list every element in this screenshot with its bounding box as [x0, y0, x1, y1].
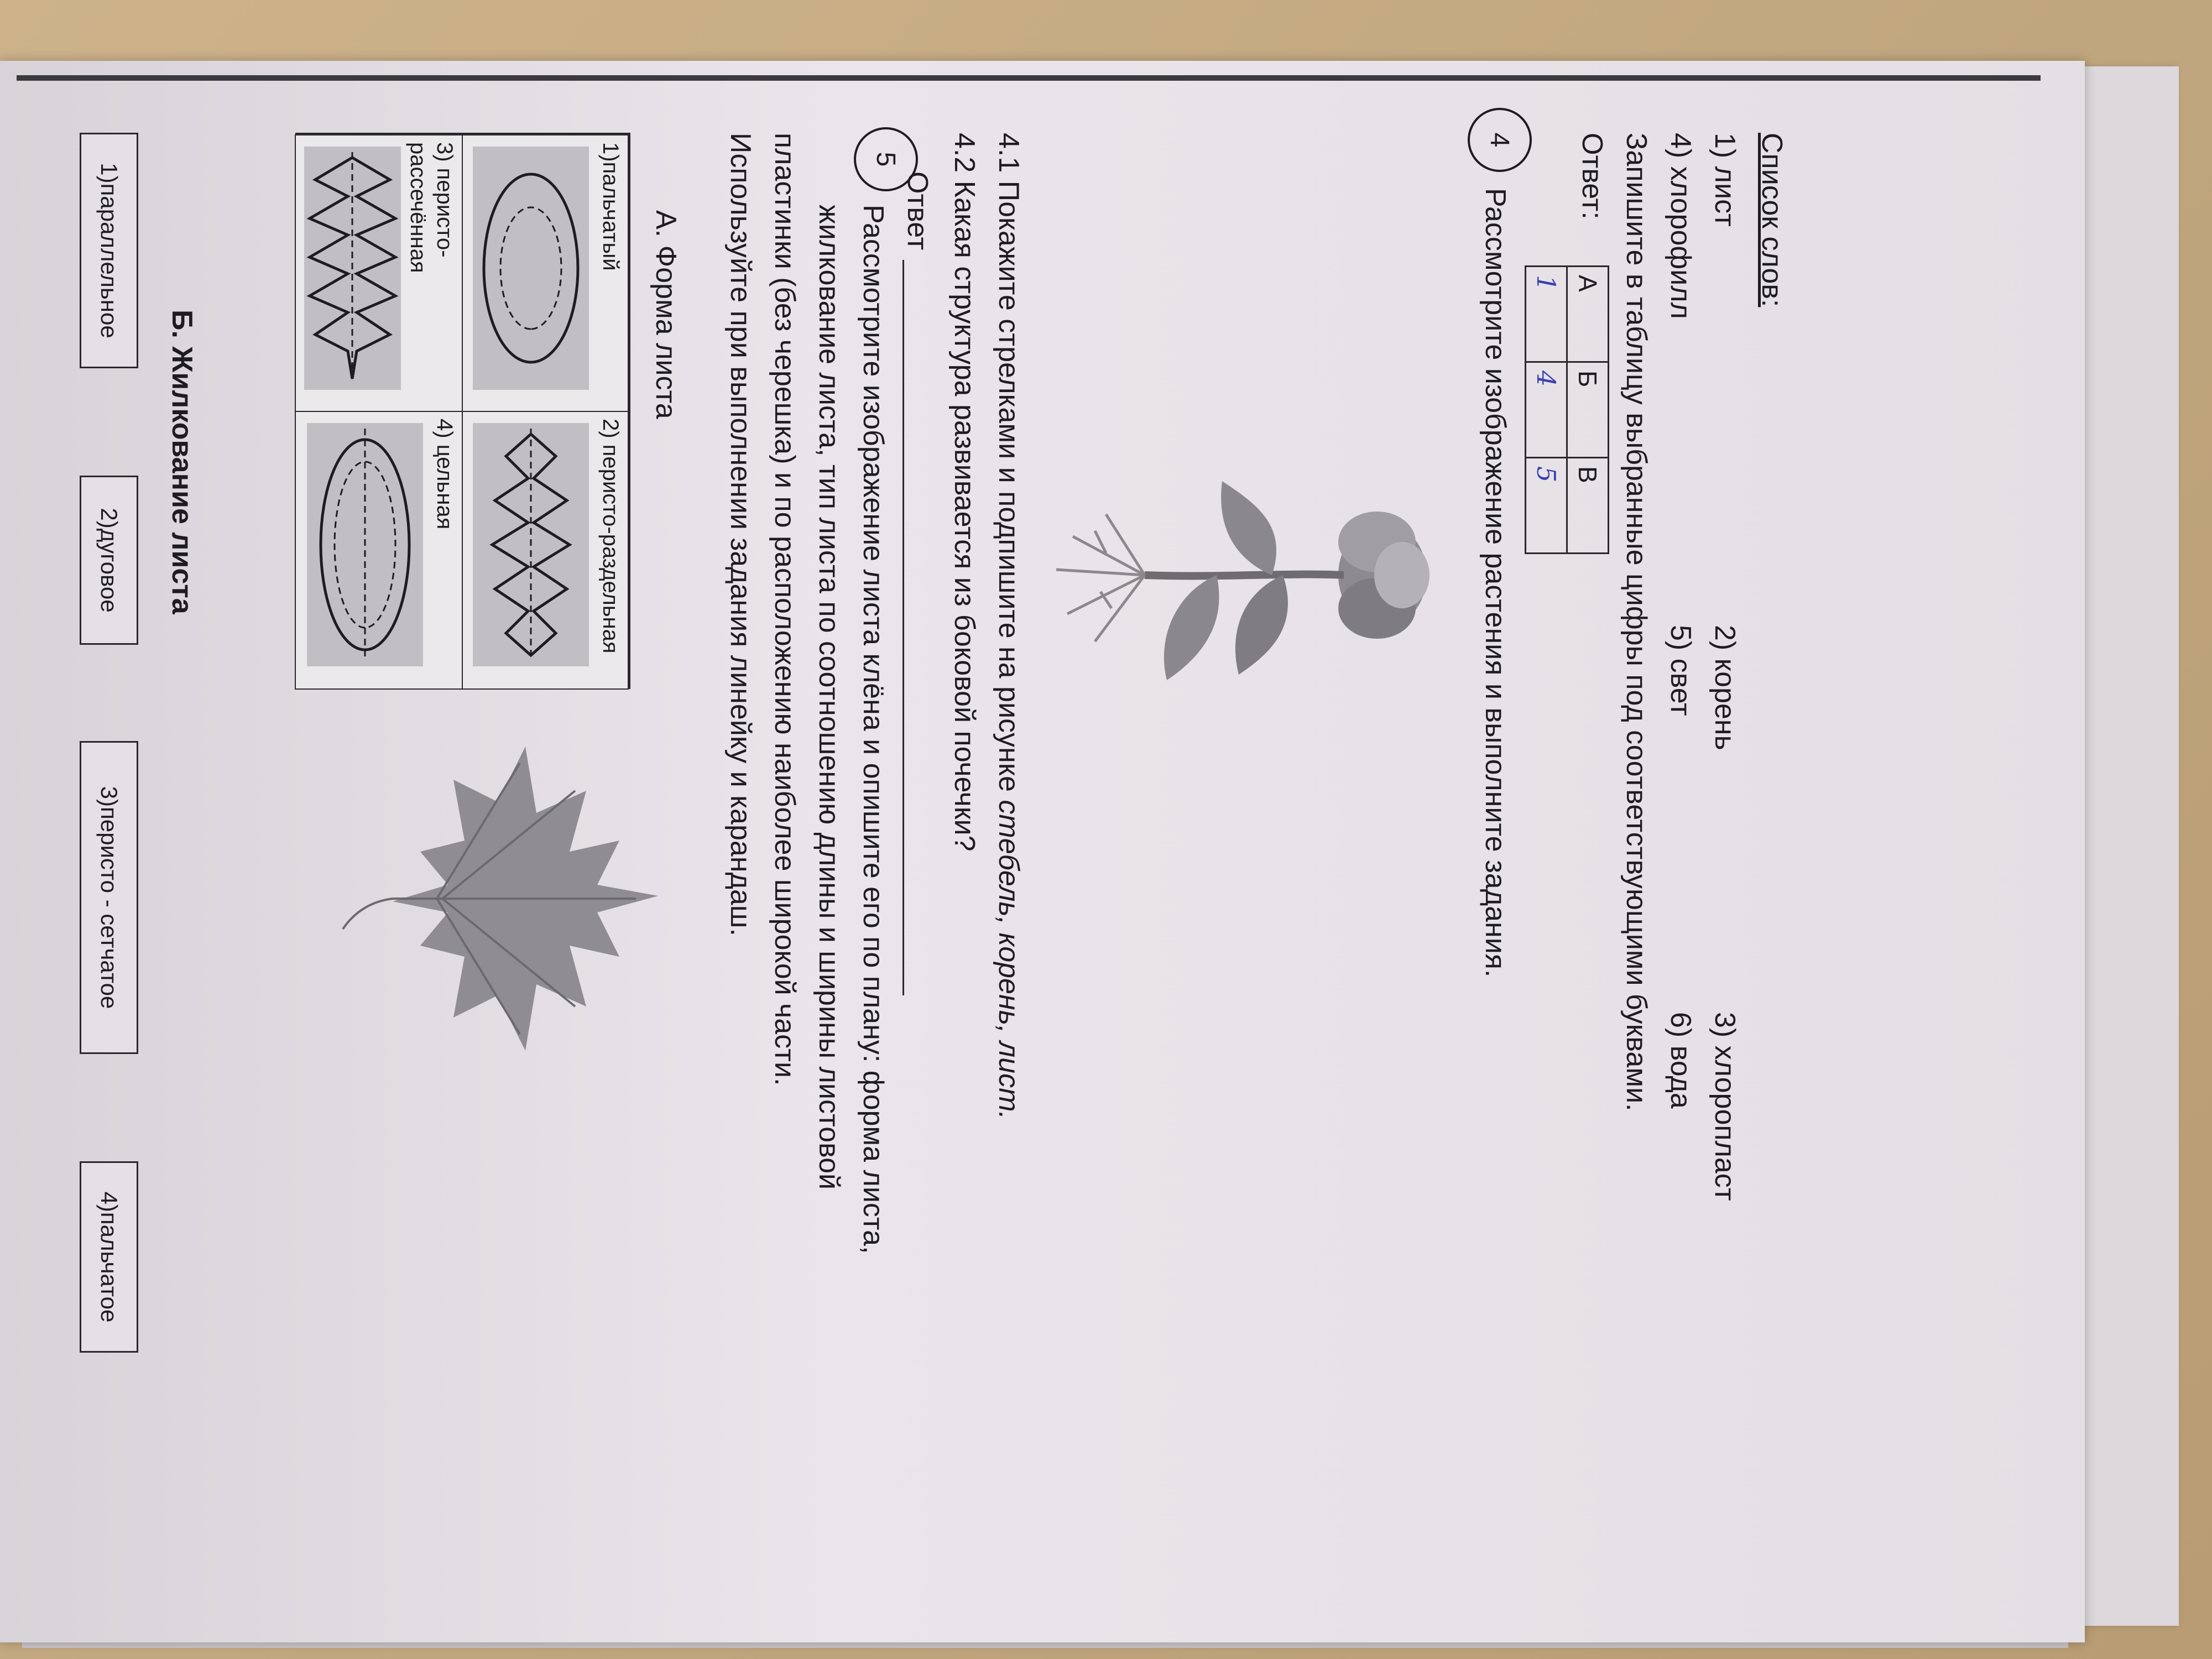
- task-4-number: 4: [1468, 108, 1532, 172]
- shape-cell-2: [461, 411, 629, 690]
- entire-leaf-icon: [307, 423, 423, 666]
- task-5-line-4: Используйте при выполнении задания линейку и карандаш.: [724, 133, 757, 936]
- pinnatipartite-leaf-icon: [473, 423, 589, 666]
- task-5-line-1: Рассмотрите изображение листа клёна и опишите его по плану: форма листа,: [857, 205, 889, 1254]
- task-4-2-text: 4.2 Какая структура развивается из боковой почечки?: [948, 133, 980, 852]
- palmate-leaf-icon: [473, 147, 589, 390]
- task-5-line-2: жилкование листа, тип листа по соотношению длины и ширины листовой: [813, 205, 845, 1190]
- venation-option-2[interactable]: 2)дуговое: [80, 476, 138, 645]
- shape-cell-1: [461, 134, 629, 413]
- instruction-text: Запишите в таблицу выбранные цифры под соответствующими буквами.: [1620, 133, 1652, 1112]
- pinnatisect-leaf-icon: [304, 147, 401, 390]
- venation-option-3[interactable]: 3)перисто - сетчатое: [80, 741, 138, 1054]
- word-5: 5) свет: [1665, 625, 1697, 716]
- table-value-a[interactable]: 1: [1526, 267, 1567, 362]
- table-value-v[interactable]: 5: [1526, 458, 1567, 554]
- answer-label: Ответ:: [1576, 133, 1608, 220]
- leaf-icon: [1221, 481, 1276, 575]
- shape-label-3a: 3) перисто-: [432, 142, 457, 258]
- stem-icon: [1145, 575, 1344, 576]
- task-4-1-prefix: 4.1 Покажите стрелками и подпишите на рисунке: [993, 133, 1025, 800]
- flower-icon: [1338, 512, 1430, 639]
- table-header-a: А: [1567, 267, 1609, 362]
- word-6: 6) вода: [1665, 1012, 1697, 1109]
- task-4-answer-line[interactable]: [902, 260, 904, 995]
- leaf-shape-heading: А. Форма листа: [650, 210, 682, 419]
- shape-cell-3: [295, 134, 463, 413]
- task-5-number: 5: [854, 127, 918, 191]
- venation-heading: Б. Жилкование листа: [166, 310, 198, 614]
- task-4-1-text: [994, 133, 1023, 1119]
- shape-label-4: 4) цельная: [432, 419, 457, 530]
- task-5-line-3: пластинки (без черешка) и по расположению наиболее широкой части.: [769, 133, 801, 1086]
- shape-cell-4: [295, 411, 463, 690]
- word-2: 2) корень: [1709, 625, 1741, 750]
- leaf-shape-grid: [295, 133, 630, 689]
- root-icon: [1056, 514, 1145, 641]
- task-4-text: Рассмотрите изображение растения и выполните задания.: [1479, 188, 1511, 978]
- word-1: 1) лист: [1709, 133, 1741, 227]
- shape-label-1: 1)пальчатый: [598, 142, 623, 271]
- table-header-b: Б: [1567, 362, 1609, 458]
- leaf-icon: [1235, 575, 1288, 675]
- venation-option-4[interactable]: 4)пальчатое: [80, 1161, 138, 1353]
- maple-leaf-picture: [326, 697, 680, 1084]
- task-4-answer-label: Ответ: [901, 171, 933, 251]
- plant-illustration: [1034, 409, 1454, 752]
- word-list-heading: Список слов:: [1756, 133, 1788, 307]
- word-4: 4) хлорофилл: [1665, 133, 1697, 319]
- petiole-icon: [343, 899, 393, 929]
- table-header-v: В: [1567, 458, 1609, 554]
- task-4-1-italic: стебель, корень, лист.: [993, 800, 1025, 1120]
- shape-label-3b: рассечённая: [406, 142, 430, 273]
- shape-label-2: 2) перисто-раздельная: [598, 419, 623, 654]
- word-3: 3) хлоропласт: [1709, 1012, 1741, 1201]
- answer-table: [1525, 265, 1609, 554]
- venation-option-1[interactable]: 1)параллельное: [80, 133, 138, 368]
- leaf-icon: [1164, 575, 1219, 680]
- table-value-b[interactable]: 4: [1526, 362, 1567, 458]
